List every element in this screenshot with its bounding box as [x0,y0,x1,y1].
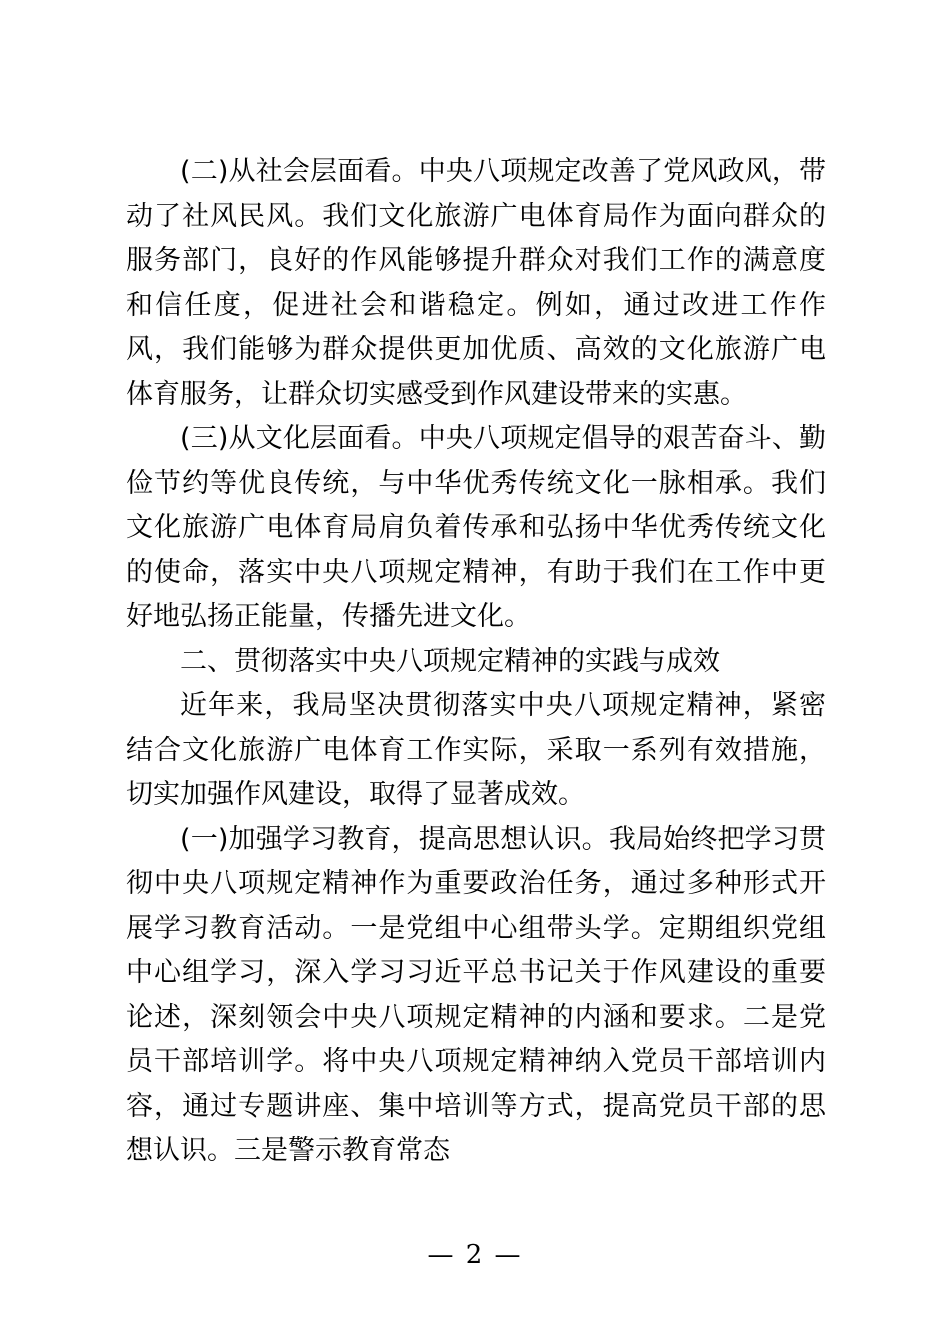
paragraph-study-education: (一)加强学习教育，提高思想认识。我局始终把学习贯彻中央八项规定精神作为重要政治任务，通过多种形式开展学习教育活动。一是党组中心组带头学。定期组织党组中心组学习，深入学习习近平总书记关于作风建设的重要论述，深刻领会中央八项规定精神的内涵和要求。二是党员干部培训学。将中央八项规定精神纳入党员干部培训内容，通过专题讲座、集中培训等方式，提高党员干部的思想认识。三是警示教育常态 [126,823,826,1166]
body-text [126,150,826,1174]
section-heading-practice: 二、贯彻落实中央八项规定精神的实践与成效 [180,645,720,677]
page-number: — 2 — [427,1240,523,1270]
paragraph-recent-years: 近年来，我局坚决贯彻落实中央八项规定精神，紧密结合文化旅游广电体育工作实际，采取一系列有效措施，切实加强作风建设，取得了显著成效。 [126,690,826,810]
paragraph-social-level: (二)从社会层面看。中央八项规定改善了党风政风，带动了社风民风。我们文化旅游广电体育局作为面向群众的服务部门，良好的作风能够提升群众对我们工作的满意度和信任度，促进社会和谐稳定。例如，通过改进工作作风，我们能够为群众提供更加优质、高效的文化旅游广电体育服务，让群众切实感受到作风建设带来的实惠。 [126,156,826,410]
paragraph-cultural-level: (三)从文化层面看。中央八项规定倡导的艰苦奋斗、勤俭节约等优良传统，与中华优秀传统文化一脉相承。我们文化旅游广电体育局肩负着传承和弘扬中华优秀传统文化的使命，落实中央八项规定精神，有助于我们在工作中更好地弘扬正能量，传播先进文化。 [126,423,826,632]
